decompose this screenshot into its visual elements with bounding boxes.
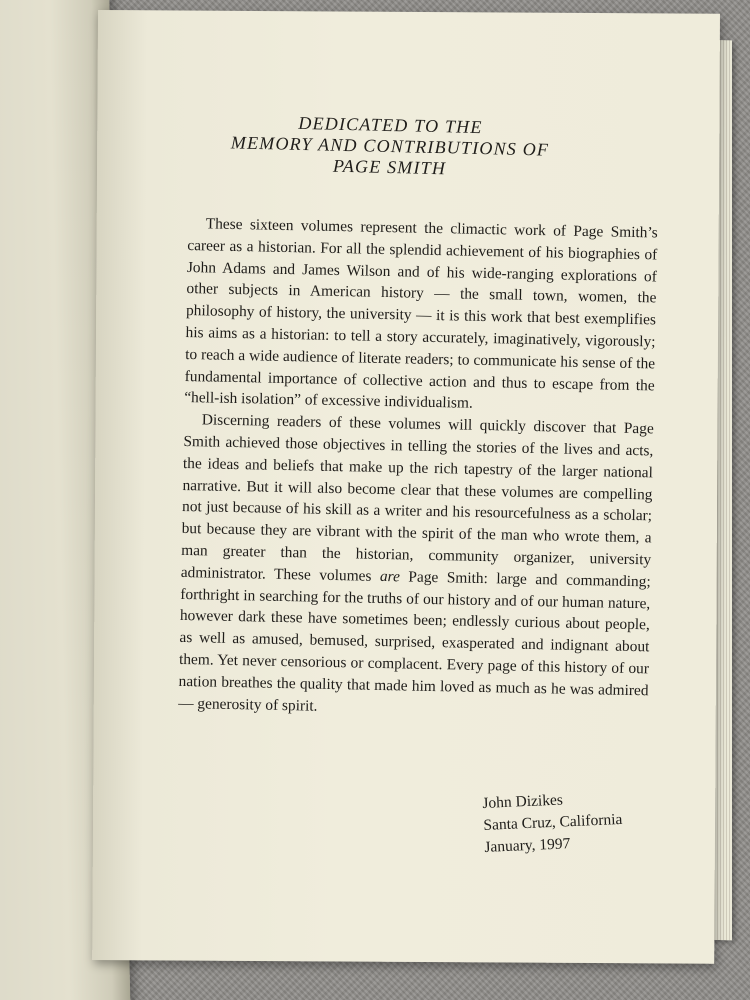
dedication-line-1: DEDICATED TO THE [298, 112, 483, 138]
paragraph-2 [178, 409, 654, 724]
paragraph-1: These sixteen volumes represent the climactic work of Page Smith’s career as a historian. For all the splendid achievement of his biographies of John Adams and James Wilson and of his wide-ranging explorations of other subjects in American history — the small town, women, the philosophy of history, the university — it is this work that best exemplifies his aims as a historian: to tell a story accurately, imaginatively, vigorously; to reach a wide audience of literate readers; to communicate his sense of the fundamental importance of collective action and thus to escape from the “hell-ish isolation” of excessive individualism. [184, 215, 658, 413]
paragraph-2-text-end: Page Smith: large and commanding; forthright in searching for the truths of our history and of our human nature, however dark these have sometimes been; endlessly curious about people, as well as amused, bemused, surprised, exasperated and indignant about them. Yet never censorious or complacent. Every page of this history of our nation breathes the quality that made him loved as much as he was admired — generosity of spirit. [177, 568, 651, 715]
signature-name: John Dizikes [482, 791, 564, 812]
dedication-body [178, 213, 658, 724]
dedication-line-3: PAGE SMITH [332, 155, 447, 179]
dedication-heading [199, 111, 580, 183]
signature-place: Santa Cruz, California [483, 810, 623, 834]
paragraph-2-text-start: Discerning readers of these volumes will quickly discover that Page Smith achieved those objectives in telling the stories of the lives and acts, the ideas and beliefs that make up the rich tapestry of the larger national narrative. But it will also become clear that these volumes are compelling not just because of his skill as a writer and his resourcefulness as a scholar; but because they are vibrant with the spirit of the man who wrote them, a man greater than the historian, community organizer, university administrator. These volumes [180, 411, 654, 585]
paragraph-2-emphasis: are [379, 567, 401, 586]
signature-block [482, 787, 624, 859]
signature-date: January, 1997 [484, 835, 571, 856]
dedication-line-2: MEMORY AND CONTRIBUTIONS OF [230, 132, 550, 160]
